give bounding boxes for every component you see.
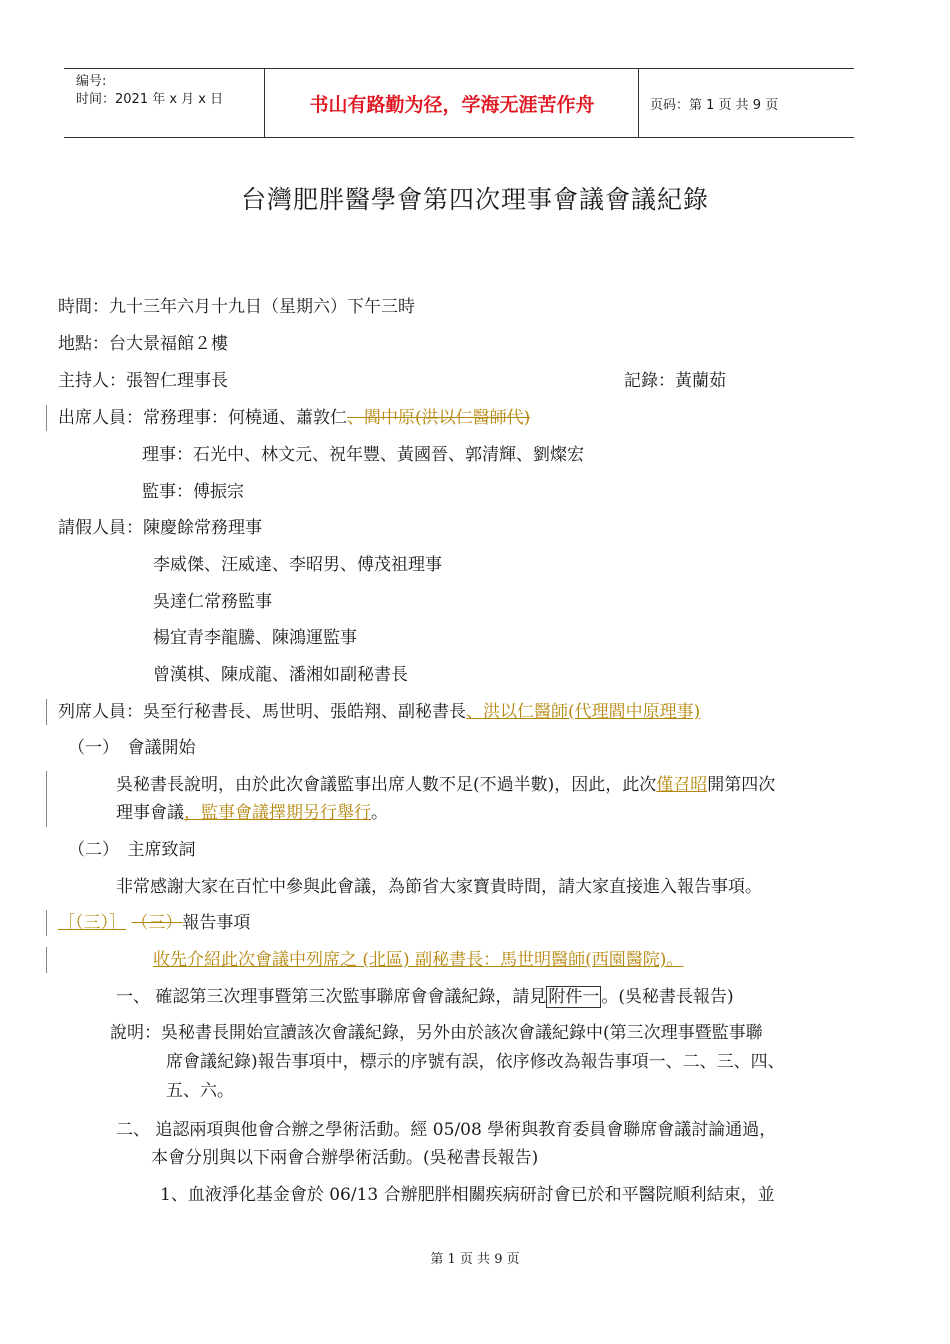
change-bar: [46, 910, 47, 936]
meeting-recorder: 記錄：黃蘭茹: [624, 371, 726, 391]
section-heading: [58, 910, 250, 936]
section-heading: （二） 主席致詞: [68, 840, 196, 860]
time-label: 时间：2021 年 x 月 x 日: [76, 92, 224, 107]
paragraph-text: 開第四次: [707, 775, 776, 795]
leave-line: 吳達仁常務監事: [153, 592, 272, 612]
change-bar: [46, 947, 47, 973]
page-footer: 第 1 页 共 9 页: [430, 1252, 520, 1267]
inserted-text: ［（三）］: [58, 913, 126, 933]
leave-line: 楊宜青李龍騰、陳鴻運監事: [153, 628, 357, 648]
section-paragraph: [116, 772, 775, 798]
report-item-text: 。(吳秘書長報告): [601, 987, 734, 1007]
meeting-place: 地點：台大景福館２樓: [58, 334, 228, 354]
report-item: 1、血液淨化基金會於 06/13 合辦肥胖相關疾病研討會已於和平醫院順利結束，並: [160, 1185, 775, 1205]
header-page-info: 页码：第 1 页 共 9 页: [650, 97, 779, 113]
change-bar: [46, 405, 47, 431]
leave-line: 李威傑、汪威達、李昭男、傅茂祖理事: [153, 555, 442, 575]
document-title: 台灣肥胖醫學會第四次理事會議會議紀錄: [240, 185, 709, 214]
serial-label: 编号:: [76, 74, 107, 89]
attendees-directors: 理事：石光中、林文元、祝年豐、黃國晉、郭清輝、劉燦宏: [142, 445, 584, 465]
paragraph-text: 理事會議: [116, 803, 184, 823]
attendees-line: [58, 405, 530, 431]
attendees-supervisor: 監事：傅振宗: [142, 482, 244, 502]
deleted-text: 、閻中原(洪以仁醫師代): [347, 408, 531, 428]
header-meta: [76, 73, 264, 109]
leave-line: 曾漢棋、陳成龍、潘湘如副秘書長: [153, 665, 408, 685]
inserted-text: 、洪以仁醫師(代理閻中原理事): [466, 702, 701, 722]
page-header: [64, 68, 854, 138]
inserted-text: 收先介紹此次會議中列席之 (北區) 副秘書長：馬世明醫師(西園醫院)。: [153, 950, 684, 970]
report-note: 說明：吳秘書長開始宣讀該次會議紀錄，另外由於該次會議紀錄中(第三次理事暨監事聯: [110, 1023, 763, 1043]
header-divider: [264, 69, 265, 137]
paragraph-text: 吳秘書長說明，由於此次會議監事出席人數不足(不過半數)，因此，此次: [116, 775, 657, 795]
observers-line: [58, 699, 700, 725]
inserted-text: 僅召昭: [656, 775, 708, 795]
attendees-standing: 出席人員：常務理事：何橈通、蕭敦仁: [58, 408, 347, 428]
report-note: 席會議紀錄)報告事項中，標示的序號有誤，依序修改為報告事項一、二、三、四、: [166, 1052, 785, 1072]
deleted-text: （三）: [131, 913, 183, 933]
observers-text: 列席人員：吳至行秘書長、馬世明、張皓翔、副秘書長: [58, 702, 466, 722]
meeting-time: 時間：九十三年六月十九日（星期六）下午三時: [58, 297, 415, 317]
leave-line: 請假人員：陳慶餘常務理事: [58, 518, 262, 538]
change-bar: [46, 699, 47, 725]
change-bar: [46, 771, 47, 827]
header-motto: 书山有路勤为径，学海无涯苦作舟: [309, 93, 595, 116]
meeting-host: 主持人：張智仁理事長: [58, 371, 228, 391]
section-title: 報告事項: [182, 913, 251, 933]
report-note: 五、六。: [166, 1081, 234, 1101]
section-paragraph: [116, 800, 388, 826]
report-item: 二、 追認兩項與他會合辦之學術活動。經 05/08 學術與教育委員會聯席會議討論通過，: [116, 1120, 777, 1140]
report-item-text: 一、 確認第三次理事暨第三次監事聯席會會議紀錄，請見: [116, 987, 547, 1007]
report-item: [116, 984, 734, 1010]
header-divider: [638, 69, 639, 137]
paragraph-text: 。: [371, 803, 388, 823]
inserted-text: ，監事會議擇期另行舉行: [184, 803, 371, 823]
report-item: 本會分別與以下兩會合辦學術活動。(吳秘書長報告): [151, 1148, 539, 1168]
section-paragraph: 非常感謝大家在百忙中參與此會議，為節省大家寶貴時間，請大家直接進入報告事項。: [116, 877, 762, 897]
section-heading: （一） 會議開始: [68, 738, 196, 758]
attachment-reference: 附件一: [548, 987, 600, 1007]
